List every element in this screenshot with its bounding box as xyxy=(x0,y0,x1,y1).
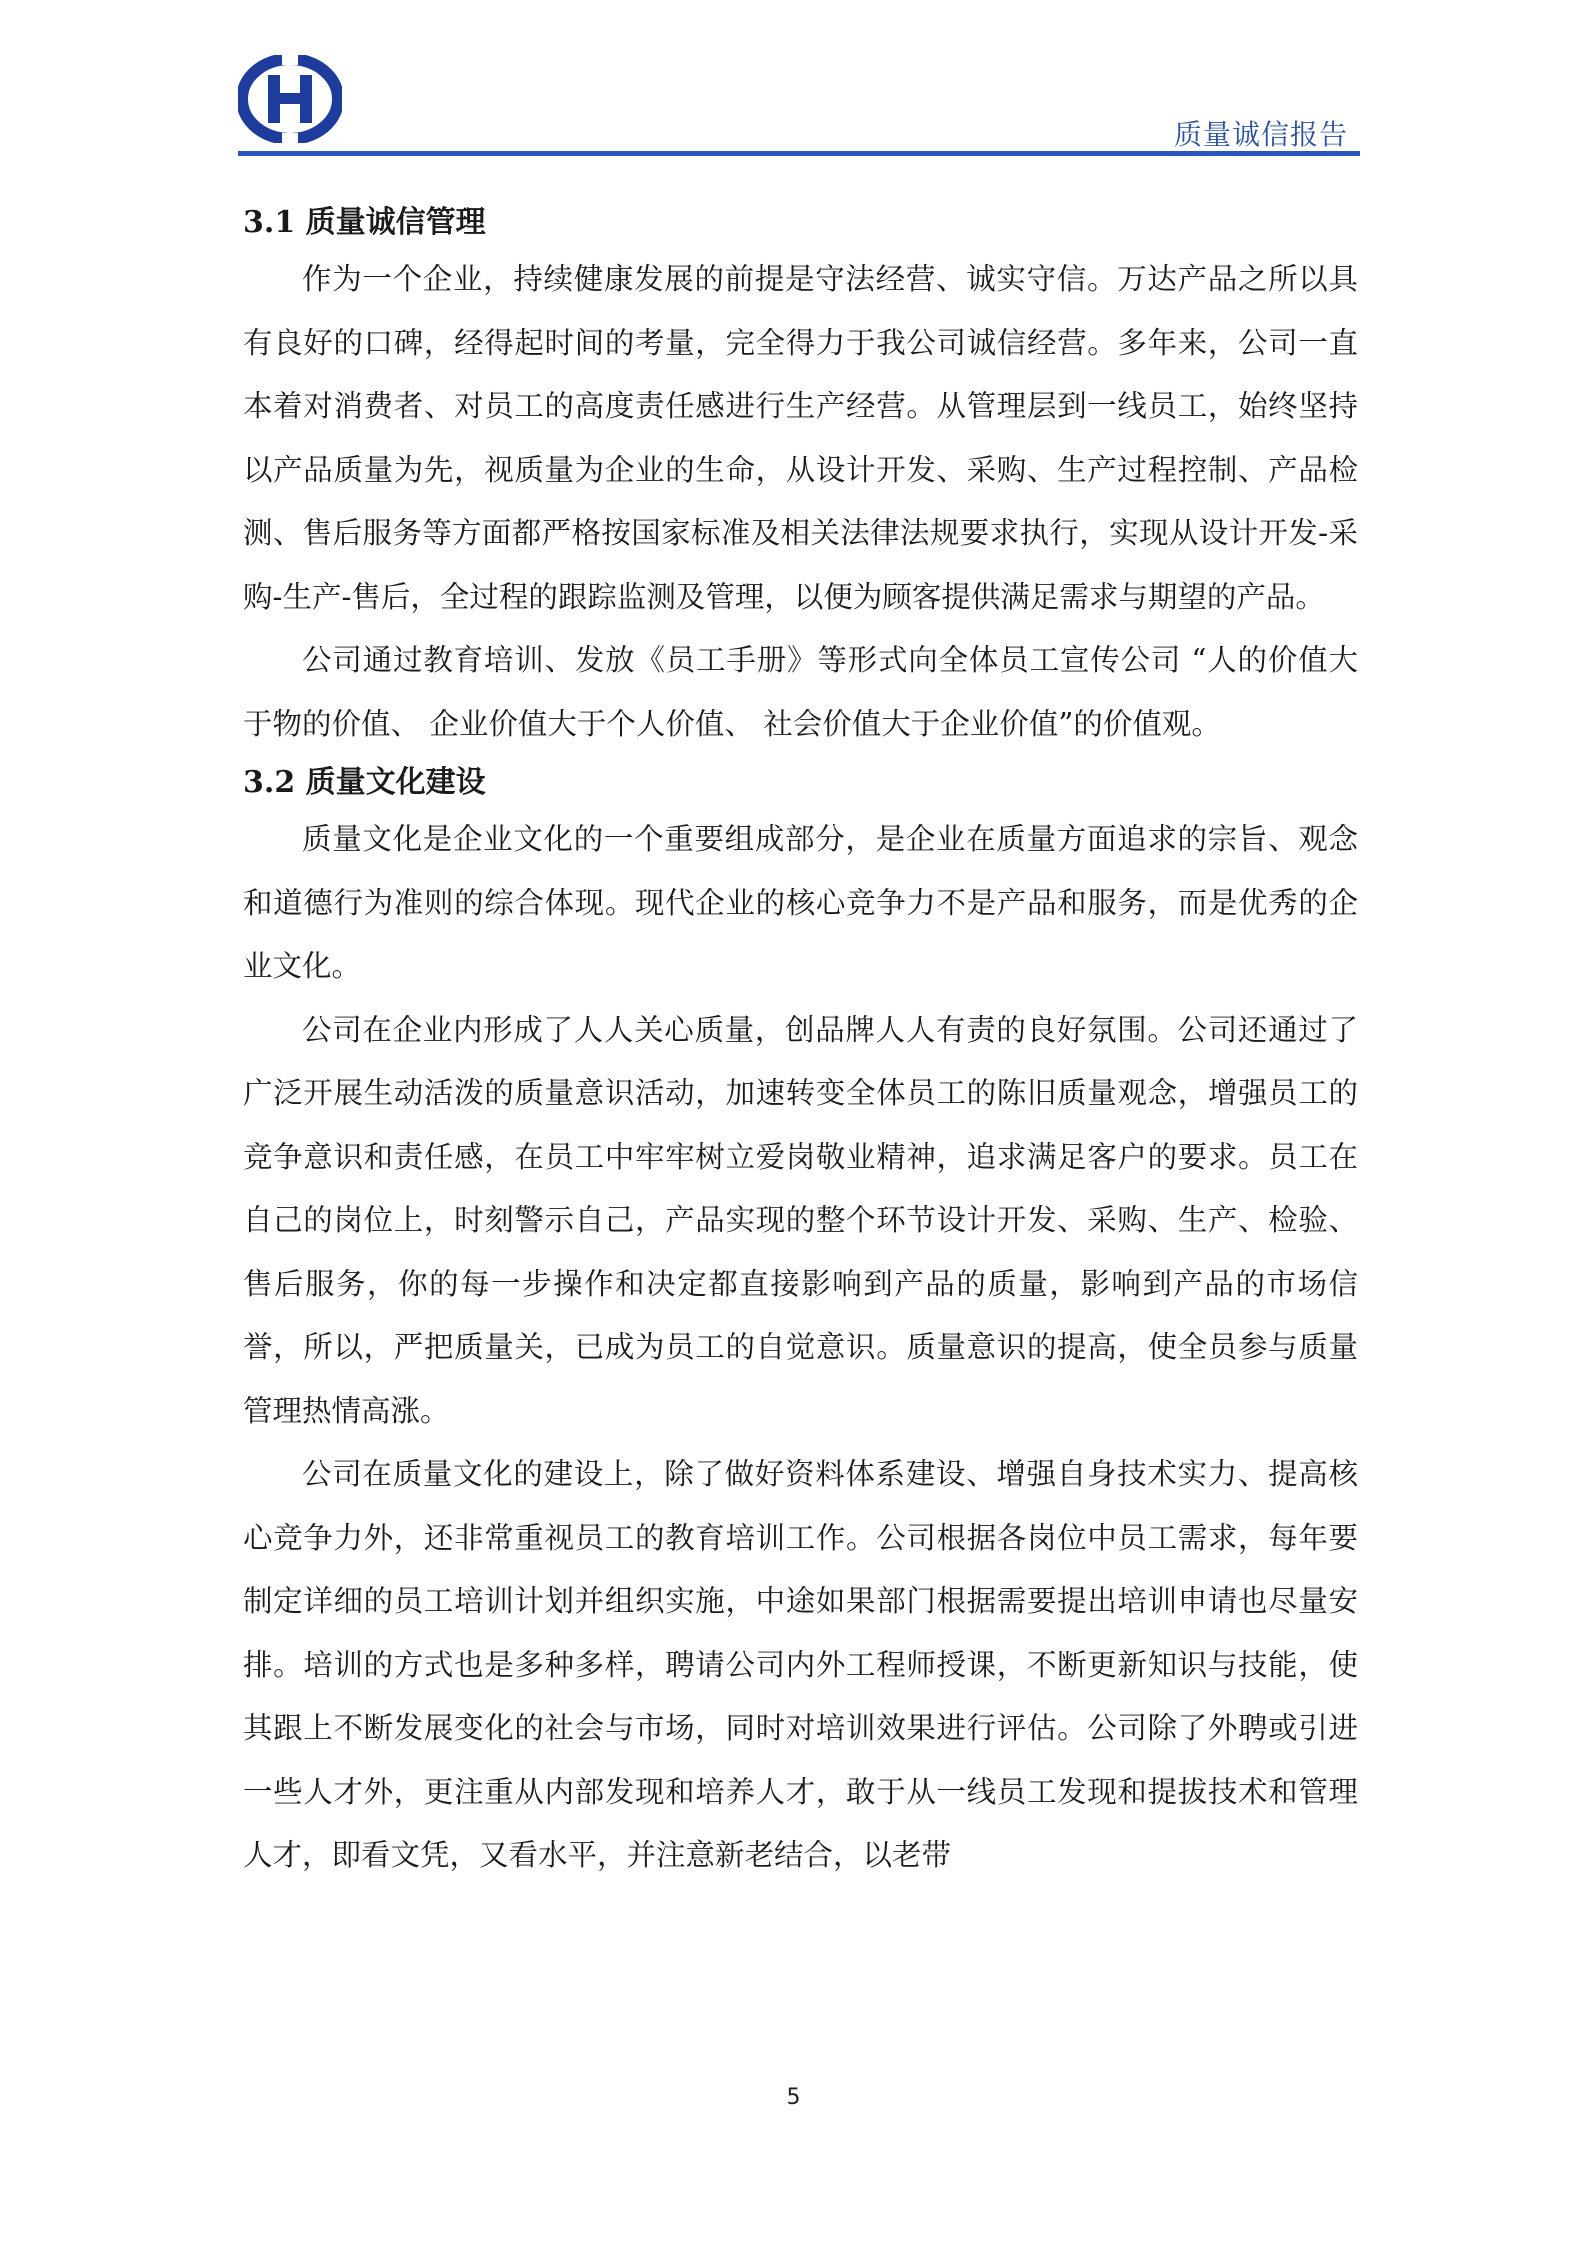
paragraph: 公司在企业内形成了人人关心质量，创品牌人人有责的良好氛围。公司还通过了广泛开展生动活泼的质量意识活动，加速转变全体员工的陈旧质量观念，增强员工的竞争意识和责任感，在员工中牢牢树立爱岗敬业精神，追求满足客户的要求。员工在自己的岗位上，时刻警示自己，产品实现的整个环节设计开发、采购、生产、检验、售后服务，你的每一步操作和决定都直接影响到产品的质量，影响到产品的市场信誉，所以，严把质量关，已成为员工的自觉意识。质量意识的提高，使全员参与质量管理热情高涨。 xyxy=(243,1012,1358,1428)
paragraph: 作为一个企业，持续健康发展的前提是守法经营、诚实守信。万达产品之所以具有良好的口碑，经得起时间的考量，完全得力于我公司诚信经营。多年来，公司一直本着对消费者、对员工的高度责任感进行生产经营。从管理层到一线员工，始终坚持以产品质量为先，视质量为企业的生命，从设计开发、采购、生产过程控制、产品检测、售后服务等方面都严格按国家标准及相关法律法规要求执行，实现从设计开发-采购-生产-售后，全过程的跟踪监测及管理，以便为顾客提供满足需求与期望的产品。 xyxy=(243,262,1358,614)
paragraph: 公司通过教育培训、发放《员工手册》等形式向全体员工宣传公司 “人的价值大于物的价值、 企业价值大于个人价值、 社会价值大于企业价值”的价值观。 xyxy=(243,643,1358,741)
section-heading: 3.1 质量诚信管理 xyxy=(243,205,486,240)
company-h-logo-icon xyxy=(238,55,342,143)
paragraph: 公司在质量文化的建设上，除了做好资料体系建设、增强自身技术实力、提高核心竞争力外，还非常重视员工的教育培训工作。公司根据各岗位中员工需求，每年要制定详细的员工培训计划并组织实施，中途如果部门根据需要提出培训申请也尽量安排。培训的方式也是多种多样，聘请公司内外工程师授课，不断更新知识与技能，使其跟上不断发展变化的社会与市场，同时对培训效果进行评估。公司除了外聘或引进一些人才外，更注重从内部发现和培养人才，敢于从一线员工发现和提拔技术和管理人才，即看文凭，又看水平，并注意新老结合，以老带 xyxy=(243,1457,1358,1872)
section-heading: 3.2 质量文化建设 xyxy=(243,765,486,800)
page-header xyxy=(238,55,1360,155)
document-body xyxy=(243,198,1358,1888)
paragraph: 质量文化是企业文化的一个重要组成部分，是企业在质量方面追求的宗旨、观念和道德行为准则的综合体现。现代企业的核心竞争力不是产品和服务，而是优秀的企业文化。 xyxy=(243,822,1358,983)
section-quality-culture-building xyxy=(243,758,1358,1888)
header-divider xyxy=(238,151,1360,156)
header-title: 质量诚信报告 xyxy=(1173,118,1348,151)
page-number: 5 xyxy=(786,2085,801,2110)
section-quality-integrity-management xyxy=(243,198,1358,756)
